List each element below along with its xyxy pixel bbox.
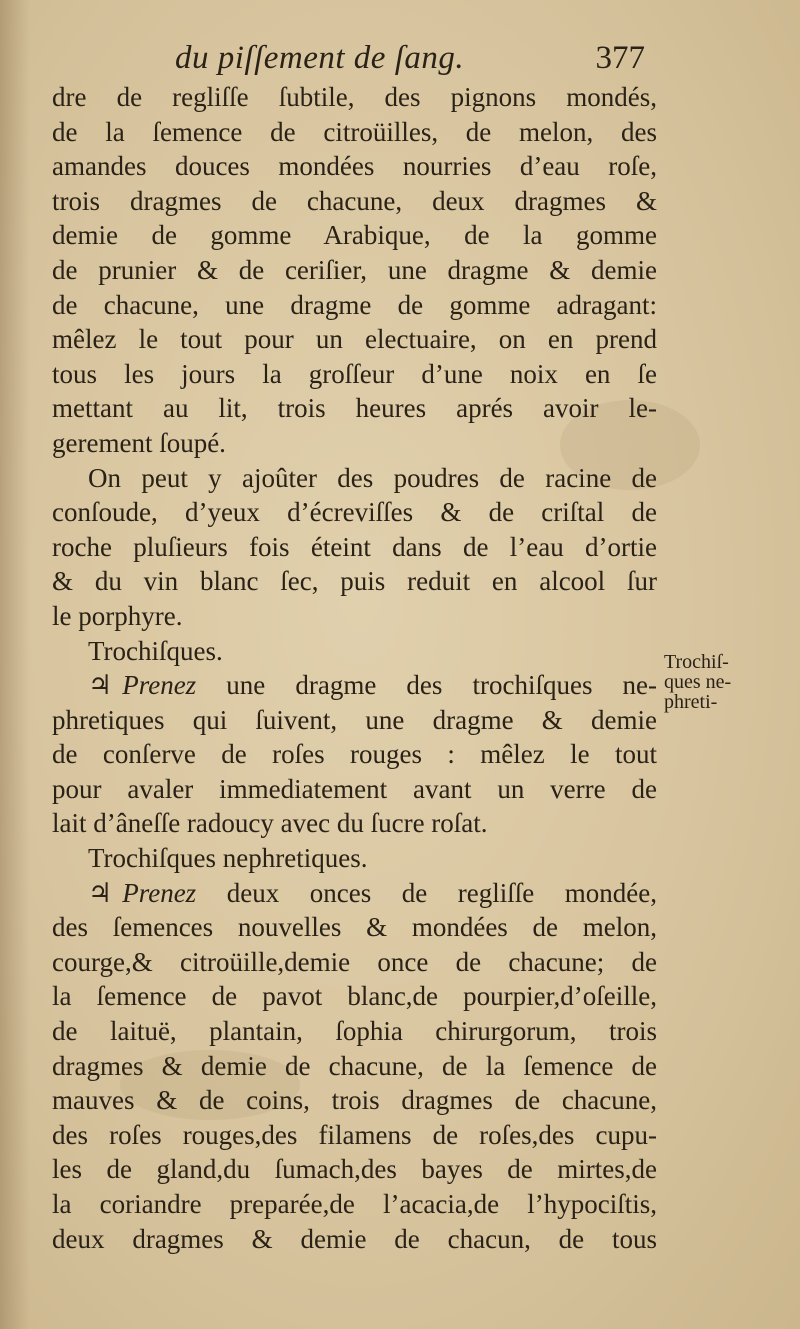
running-title: du piſſement de ſang. <box>175 40 465 76</box>
text-line: demie de gomme Arabique, de la gomme <box>52 220 657 251</box>
page-number: 377 <box>595 40 645 76</box>
recipe-symbol: ♃ <box>88 877 113 908</box>
text-line: tous les jours la groſſeur d’une noix en ſe <box>52 358 657 389</box>
page-gutter-shadow <box>0 0 30 1329</box>
margin-note-line: phreti- <box>664 691 718 713</box>
text-line: des ſemences nouvelles & mondées de melon, <box>52 912 657 943</box>
section-heading: Trochiſques. <box>88 635 223 666</box>
text-line: des roſes rouges,des filamens de roſes,des cupu- <box>52 1119 657 1150</box>
margin-note <box>664 652 774 712</box>
prenez-word: Prenez <box>122 670 197 701</box>
text-line: mêlez le tout pour un electuaire, on en prend <box>52 324 657 355</box>
prenez-word: Prenez <box>122 877 197 908</box>
text-line: de conſerve de roſes rouges : mêlez le tout <box>52 739 657 770</box>
text-line: courge,& citroüille,demie once de chacune; de <box>52 946 657 977</box>
text-line: & du vin blanc ſec, puis reduit en alcool ſur <box>52 566 657 597</box>
text-line: les de gland,du ſumach,des bayes de mirtes,de <box>52 1154 657 1185</box>
text-line: trois dragmes de chacune, deux dragmes & <box>52 185 657 216</box>
text-line: pour avaler immediatement avant un verre de <box>52 773 657 804</box>
text-line: mauves & de coins, trois dragmes de chacune, <box>52 1085 657 1116</box>
recipe-symbol: ♃ <box>88 670 113 701</box>
section-heading: Trochiſques nephretiques. <box>88 843 368 874</box>
body-text <box>52 80 657 1256</box>
text-line: conſoude, d’yeux d’écreviſſes & de criſtal de <box>52 497 657 528</box>
margin-note-line: Trochiſ- <box>664 651 729 673</box>
text-line: mettant au lit, trois heures aprés avoir le- <box>52 393 657 424</box>
text-line: amandes douces mondées nourries d’eau roſe, <box>52 151 657 182</box>
text-line: dre de regliſſe ſubtile, des pignons mondés, <box>52 82 657 112</box>
text-line: de laituë, plantain, ſophia chirurgorum, trois <box>52 1016 657 1047</box>
text-line: roche pluſieurs fois éteint dans de l’eau d’ortie <box>52 531 657 562</box>
text-line: lait d’âneſſe radoucy avec du ſucre roſat. <box>52 808 488 839</box>
text-line: la ſemence de pavot blanc,de pourpier,d’oſeille, <box>52 981 657 1012</box>
recipe-text: deux onces de regliſſe mondée, <box>226 877 657 908</box>
text-line: de la ſemence de citroüilles, de melon, des <box>52 116 657 147</box>
text-line: la coriandre preparée,de l’acacia,de l’hypociſtis, <box>52 1189 657 1219</box>
recipe-text: une dragme des trochiſques ne- <box>226 670 658 701</box>
text-line: deux dragmes & demie de chacun, de tous <box>52 1223 657 1254</box>
text-line: dragmes & demie de chacune, de la ſemence de <box>52 1050 657 1081</box>
paragraph-start-line: On peut y ajoûter des poudres de racine de <box>88 462 657 493</box>
text-line: de prunier & de ceriſier, une dragme & demie <box>52 254 657 285</box>
recipe-line <box>52 876 657 911</box>
text-line: phretiques qui ſuivent, une dragme & demie <box>52 704 657 735</box>
text-line: de chacune, une dragme de gomme adragant: <box>52 289 657 320</box>
text-line: gerement ſoupé. <box>52 427 226 458</box>
text-line: le porphyre. <box>52 600 183 631</box>
margin-note-line: ques ne- <box>664 671 732 693</box>
recipe-line <box>52 668 657 703</box>
